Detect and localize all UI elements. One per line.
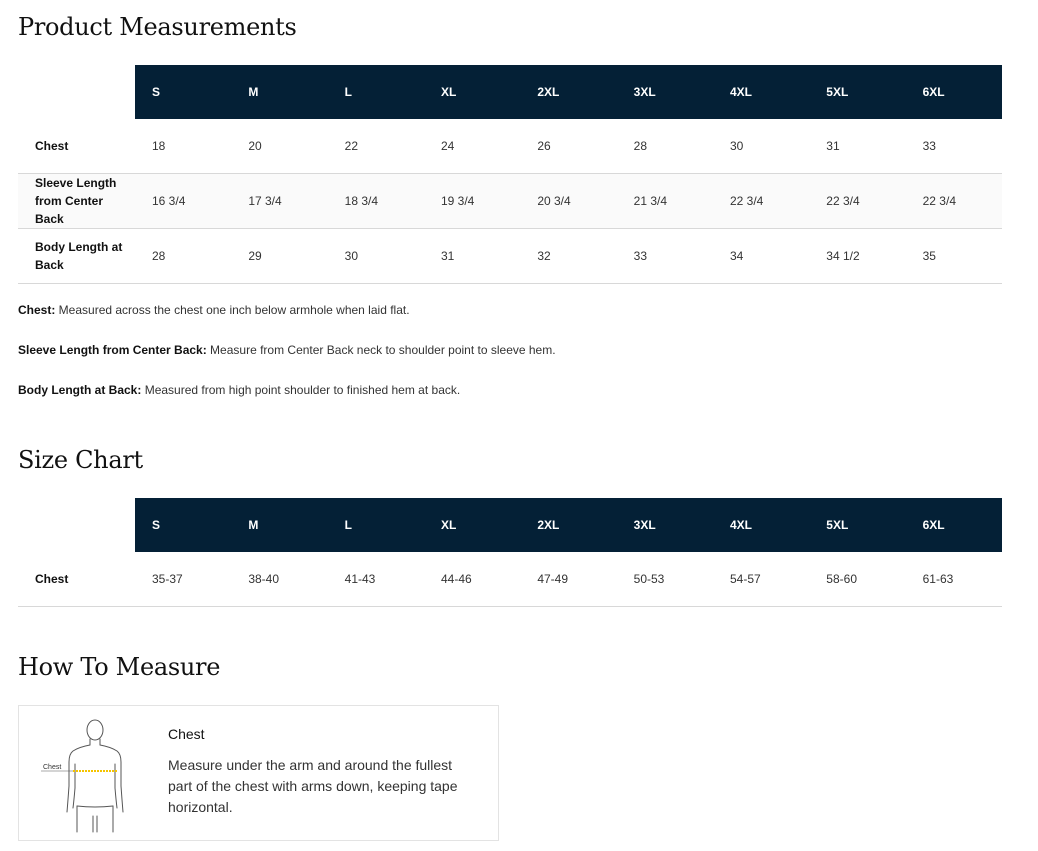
table-cell: 44-46 bbox=[424, 552, 520, 607]
table-cell: 34 1/2 bbox=[809, 229, 905, 284]
note-text: Measure from Center Back neck to shoulder point to sleeve hem. bbox=[206, 343, 556, 357]
table-cell: 54-57 bbox=[713, 552, 809, 607]
table-cell: 26 bbox=[520, 119, 616, 174]
size-header-xl: XL bbox=[424, 498, 520, 552]
note-term: Sleeve Length from Center Back: bbox=[18, 343, 207, 357]
size-header-s: S bbox=[135, 498, 231, 552]
table-cell: 20 bbox=[231, 119, 327, 174]
how-to-measure-card bbox=[18, 705, 499, 841]
product-measurements-table bbox=[18, 65, 1002, 284]
table-cell: 30 bbox=[713, 119, 809, 174]
table-cell: 33 bbox=[906, 119, 1002, 174]
table-header-row bbox=[18, 65, 1002, 119]
size-header-l: L bbox=[328, 498, 424, 552]
row-label: Sleeve Length from Center Back bbox=[18, 174, 135, 229]
table-cell: 18 bbox=[135, 119, 231, 174]
table-cell: 28 bbox=[617, 119, 713, 174]
size-header-3xl: 3XL bbox=[617, 498, 713, 552]
table-cell: 47-49 bbox=[520, 552, 616, 607]
row-label: Chest bbox=[18, 552, 135, 607]
table-cell: 31 bbox=[424, 229, 520, 284]
note-term: Chest: bbox=[18, 303, 56, 317]
table-cell: 22 bbox=[328, 119, 424, 174]
size-header-3xl: 3XL bbox=[617, 65, 713, 119]
table-cell: 35 bbox=[906, 229, 1002, 284]
row-label: Body Length at Back bbox=[18, 229, 135, 284]
how-to-measure-title: How To Measure bbox=[18, 653, 221, 681]
table-row-sleeve-length bbox=[18, 174, 1002, 229]
table-cell: 38-40 bbox=[231, 552, 327, 607]
note-body-length bbox=[18, 376, 918, 405]
note-term: Body Length at Back: bbox=[18, 383, 142, 397]
table-cell: 18 3/4 bbox=[328, 174, 424, 229]
size-header-5xl: 5XL bbox=[809, 498, 905, 552]
table-cell: 22 3/4 bbox=[713, 174, 809, 229]
size-header-4xl: 4XL bbox=[713, 498, 809, 552]
size-header-m: M bbox=[231, 498, 327, 552]
table-cell: 32 bbox=[520, 229, 616, 284]
header-corner-cell bbox=[18, 65, 135, 119]
header-corner-cell bbox=[18, 498, 135, 552]
size-header-2xl: 2XL bbox=[520, 65, 616, 119]
size-chart-table bbox=[18, 498, 1002, 607]
table-row-chest bbox=[18, 552, 1002, 607]
table-cell: 30 bbox=[328, 229, 424, 284]
size-chart-title: Size Chart bbox=[18, 446, 143, 474]
size-header-m: M bbox=[231, 65, 327, 119]
measurement-notes bbox=[18, 296, 918, 416]
table-cell: 19 3/4 bbox=[424, 174, 520, 229]
size-header-6xl: 6XL bbox=[906, 498, 1002, 552]
card-description: Measure under the arm and around the fullest part of the chest with arms down, keeping tape horizontal. bbox=[168, 757, 458, 815]
size-header-5xl: 5XL bbox=[809, 65, 905, 119]
note-sleeve-length bbox=[18, 336, 918, 365]
product-measurements-title: Product Measurements bbox=[18, 13, 297, 41]
size-header-l: L bbox=[328, 65, 424, 119]
table-cell: 22 3/4 bbox=[906, 174, 1002, 229]
table-cell: 35-37 bbox=[135, 552, 231, 607]
table-cell: 50-53 bbox=[617, 552, 713, 607]
table-cell: 29 bbox=[231, 229, 327, 284]
table-cell: 28 bbox=[135, 229, 231, 284]
size-header-2xl: 2XL bbox=[520, 498, 616, 552]
table-cell: 22 3/4 bbox=[809, 174, 905, 229]
table-cell: 33 bbox=[617, 229, 713, 284]
size-header-xl: XL bbox=[424, 65, 520, 119]
table-cell: 17 3/4 bbox=[231, 174, 327, 229]
note-text: Measured from high point shoulder to finished hem at back. bbox=[141, 383, 461, 397]
size-header-4xl: 4XL bbox=[713, 65, 809, 119]
table-cell: 58-60 bbox=[809, 552, 905, 607]
table-header-row bbox=[18, 498, 1002, 552]
measuring-figure-icon bbox=[37, 716, 147, 836]
table-cell: 34 bbox=[713, 229, 809, 284]
table-cell: 20 3/4 bbox=[520, 174, 616, 229]
table-cell: 61-63 bbox=[906, 552, 1002, 607]
table-row-chest bbox=[18, 119, 1002, 174]
row-label: Chest bbox=[18, 119, 135, 174]
table-cell: 16 3/4 bbox=[135, 174, 231, 229]
table-cell: 41-43 bbox=[328, 552, 424, 607]
table-row-body-length bbox=[18, 229, 1002, 284]
size-header-6xl: 6XL bbox=[906, 65, 1002, 119]
note-text: Measured across the chest one inch below armhole when laid flat. bbox=[55, 303, 410, 317]
table-cell: 24 bbox=[424, 119, 520, 174]
card-title: Chest bbox=[168, 726, 205, 742]
table-cell: 21 3/4 bbox=[617, 174, 713, 229]
note-chest bbox=[18, 296, 918, 325]
figure-label: Chest bbox=[43, 764, 62, 771]
size-header-s: S bbox=[135, 65, 231, 119]
table-cell: 31 bbox=[809, 119, 905, 174]
